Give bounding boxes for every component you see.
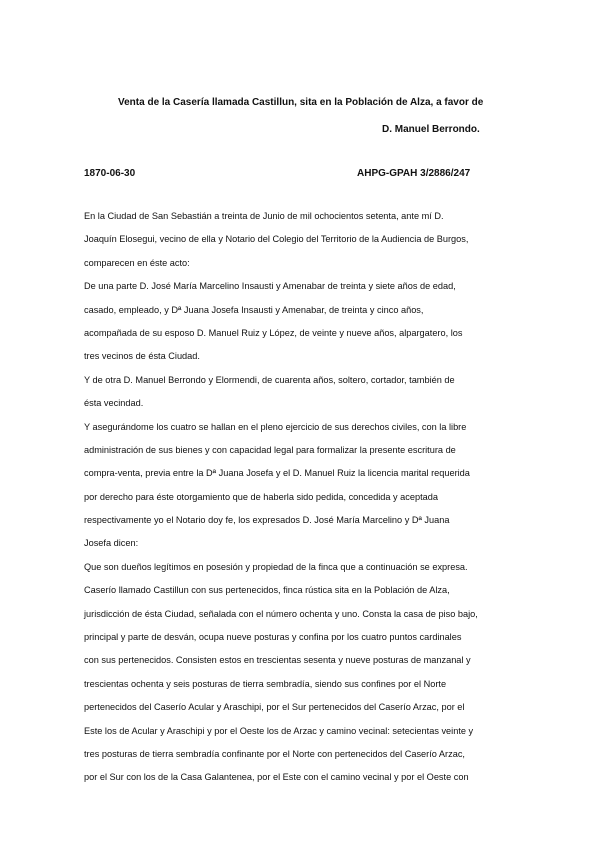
body-line: Caserío llamado Castillun con sus pertenecidos, finca rústica sita en la Población de Alza,	[84, 585, 450, 596]
body-line: ésta vecindad.	[84, 398, 144, 409]
body-line: jurisdicción de ésta Ciudad, señalada con el número ochenta y uno. Consta la casa de piso bajo,	[84, 608, 478, 619]
body-line: Y asegurándome los cuatro se hallan en el pleno ejercicio de sus derechos civiles, con la libre	[84, 421, 467, 432]
body-line: respectivamente yo el Notario doy fe, los expresados D. José María Marcelino y Dª Juana	[84, 515, 450, 526]
document-date: 1870-06-30	[84, 168, 136, 179]
body-line: tres posturas de tierra sembradía confinante por el Norte con pertenecidos del Caserío Arzac,	[84, 748, 465, 759]
body-line: Que son dueños legítimos en posesión y propiedad de la finca que a continuación se expresa.	[84, 561, 468, 572]
body-line: Este los de Acular y Araschipi y por el Oeste los de Arzac y camino vecinal: setecientas veinte y	[84, 725, 474, 736]
body-line: trescientas ochenta y seis posturas de tierra sembradía, siendo sus confines por el Norte	[84, 678, 447, 689]
body-line: pertenecidos del Caserío Acular y Araschipi, por el Sur pertenecidos del Caserío Arzac, por el	[84, 702, 465, 713]
body-line: tres vecinos de ésta Ciudad.	[84, 351, 200, 362]
body-line: administración de sus bienes y con capacidad legal para formalizar la presente escritura de	[84, 444, 456, 455]
body-line: por derecho para éste otorgamiento que de haberla sido pedida, concedida y aceptada	[84, 491, 438, 502]
document-title: Venta de la Casería llamada Castillun, sita en la Población de Alza, a favor de	[118, 97, 484, 108]
body-line: acompañada de su esposo D. Manuel Ruiz y López, de veinte y nueve años, alpargatero, los	[84, 327, 463, 338]
document-body	[84, 205, 514, 790]
body-line: compra-venta, previa entre la Dª Juana Josefa y el D. Manuel Ruiz la licencia marital requerida	[84, 468, 470, 479]
body-line: De una parte D. José María Marcelino Insausti y Amenabar de treinta y siete años de edad,	[84, 281, 456, 292]
body-line: por el Sur con los de la Casa Galantenea, por el Este con el camino vecinal y por el Oeste con	[84, 772, 469, 783]
body-line: casado, empleado, y Dª Juana Josefa Insausti y Amenabar, de treinta y cinco años,	[84, 304, 424, 315]
document-title-continuation: D. Manuel Berrondo.	[382, 124, 480, 135]
body-line: comparecen en éste acto:	[84, 257, 190, 268]
body-line: Y de otra D. Manuel Berrondo y Elormendi, de cuarenta años, soltero, cortador, también de	[84, 374, 455, 385]
body-line: con sus pertenecidos. Consisten estos en trescientas sesenta y nueve posturas de manzanal y	[84, 655, 471, 666]
archive-reference: AHPG-GPAH 3/2886/247	[357, 168, 471, 179]
body-line: En la Ciudad de San Sebastián a treinta de Junio de mil ochocientos setenta, ante mí D.	[84, 211, 444, 221]
body-line: principal y parte de desván, ocupa nueve posturas y confina por los cuatro puntos cardinales	[84, 632, 462, 643]
body-line: Josefa dicen:	[84, 538, 139, 549]
body-line: Joaquín Elosegui, vecino de ella y Notario del Colegio del Territorio de la Audiencia de Burgos,	[84, 234, 469, 245]
